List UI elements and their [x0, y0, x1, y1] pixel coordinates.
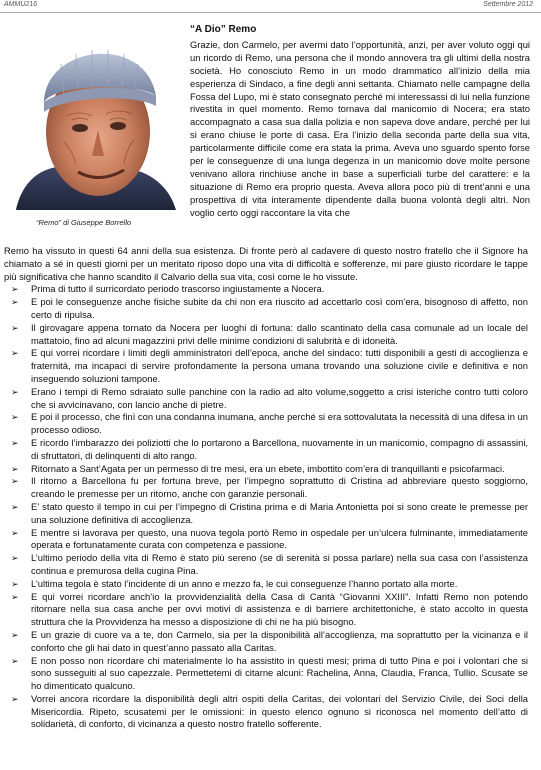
- list-item: ➢ L’ultimo periodo della vita di Remo è stato più sereno (se di serenità si possa parlare) nella sua casa con l’assistenza continua e premurosa della cugina Pina.: [11, 552, 528, 576]
- arrow-bullet-icon: ➢: [11, 693, 19, 704]
- article-intro-column: [190, 24, 530, 220]
- portrait-painting: [6, 24, 176, 210]
- list-item: ➢ Ritornato a Sant’Agata per un permesso di tre mesi, era un ebete, imbottito com’era di tranquillanti e psicofarmaci.: [11, 462, 505, 474]
- arrow-bullet-icon: ➢: [11, 629, 19, 640]
- list-item: ➢ Prima di tutto il surricordato periodo trascorso ingiustamente a Nocera.: [11, 283, 325, 295]
- arrow-bullet-icon: ➢: [11, 655, 19, 666]
- list-item: ➢ E un grazie di cuore va a te, don Carmelo, sia per la disponibilità all’accoglienza, ma soprattutto per la vicinanza e il conforto che gli hai dato in quest’anno passato alla Caritas.: [11, 628, 528, 653]
- list-item: ➢ E qui vorrei ricordare i limiti degli amministratori dell’epoca, anche del sindaco: tutti disponibili a gesti di accoglienza e fraternità, ma incapaci di servire profondamente la persona umana trovando una soluzione civile e definitiva e non inseguendo soluzioni tampone.: [11, 347, 528, 384]
- arrow-bullet-icon: ➢: [11, 463, 19, 474]
- arrow-bullet-icon: ➢: [11, 348, 19, 359]
- list-item: ➢ E poi il processo, che finì con una condanna inumana, anche perché si era sottovalutata la necessità di una difesa in un processo odioso.: [11, 411, 528, 436]
- article-intro-continuation: Remo ha vissuto in questi 64 anni della sua esistenza. Di fronte però al cadavere di questo nostro fratello che il Signore ha chiamato a sé in questi giorni per un meritato riposo dopo una vita di difficoltà e sofferenze, mi pare giusto ricordare le tappe più significativa che hanno scandito il Calvario della sua vita, così come le ho vissute.: [4, 245, 528, 282]
- article-body: [4, 245, 528, 731]
- arrow-bullet-icon: ➢: [11, 591, 19, 602]
- arrow-bullet-icon: ➢: [11, 284, 19, 295]
- page-header: [0, 0, 541, 14]
- list-item: ➢ Il ritorno a Barcellona fu per fortuna breve, per l’impegno soprattutto di Cristina ad abbreviare questo soggiorno, creando le premesse per un ritorno, anche con garanzie personali.: [11, 475, 528, 500]
- article-intro-text: Grazie, don Carmelo, per avermi dato l’opportunità, anzi, per aver voluto oggi qui un ricordo di Remo, una persona che il mondo annovera tra gli ultimi della nostra società. Ho conosciuto Remo in un modo drammatico all’inizio della mia esperienza di Sindaco, a fine degli anni settanta. Chiamato nelle campagne della Fossa del Lupo, mi è stato consegnato perché mi interessassi di lui nella funzione rivestita in quel momento. Remo tornava dal manicomio di Nocera; era stato accompagnato a casa sua dalla polizia e non sapeva dove andare, perché per lui si erano chiuse le porte di casa. Era l’inizio della seconda parte della sua vita, particolarmente difficile come era stata la prima. Aveva uno sguardo spento forse per le conseguenze di una lunga degenza in un manicomio dove molte persone venivano allora rinchiuse anche in base a superficiali turbe del carattere: e la situazione di Remo era proprio questa. Aveva allora poco più di trent’anni e una prospettiva di vita interamente dipendente dalla buona volontà degli altri. Non voglio certo oggi raccontare la vita che: [190, 38, 530, 218]
- list-item: ➢ E mentre si lavorava per questo, una nuova tegola portò Remo in ospedale per un’ulcera fulminante, immediatamente operata e fortunatamente curata con competenza e passione.: [11, 526, 528, 551]
- list-item: ➢ E’ stato questo il tempo in cui per l’impegno di Cristina prima e di Maria Antonietta poi si sono create le premesse per una soluzione definitiva di accoglienza.: [11, 500, 528, 525]
- arrow-bullet-icon: ➢: [11, 322, 19, 333]
- arrow-bullet-icon: ➢: [11, 527, 19, 538]
- list-item: ➢ L’ultima tegola è stato l’incidente di un anno e mezzo fa, le cui conseguenze l’hanno portato alla morte.: [11, 577, 458, 589]
- memories-list: [4, 283, 528, 731]
- list-item: ➢ E poi le conseguenze anche fisiche subite da chi non era riuscito ad accettarlo così com’era, bisognoso di affetto, non certo di ripulsa.: [11, 296, 528, 320]
- arrow-bullet-icon: ➢: [11, 501, 19, 512]
- arrow-bullet-icon: ➢: [11, 386, 19, 397]
- arrow-bullet-icon: ➢: [11, 437, 19, 448]
- list-item: ➢ Il girovagare appena tornato da Nocera per luoghi di fortuna: dallo scantinato della casa comunale ad un locale del mattatoio, fino ad alcuni magazzini privi delle minime condizioni di salubrità e di idoneità.: [11, 321, 528, 346]
- article-title: “A Dio” Remo: [190, 24, 257, 35]
- list-item: ➢ E non posso non ricordare chi materialmente lo ha assistito in questi mesi; prima di tutto Pina e poi i volontari che si sono susseguiti al suo capezzale. Permettetemi di citarne alcuni: Rachelina, Anna, Claudia, Franca, Tullio. Scusate se ho dimenticato qualcuno.: [11, 654, 528, 692]
- list-item: ➢ E ricordo l’imbarazzo dei poliziotti che lo portarono a Barcellona, nuovamente in un manicomio, compagno di assassini, di sfruttatori, di delinquenti di alto rango.: [11, 436, 528, 461]
- arrow-bullet-icon: ➢: [11, 412, 19, 423]
- arrow-bullet-icon: ➢: [11, 476, 19, 487]
- header-divider: [0, 12, 541, 13]
- arrow-bullet-icon: ➢: [11, 553, 19, 564]
- list-item: ➢ Erano i tempi di Remo sdraiato sulle panchine con la radio ad alto volume,soggetto a crisi isteriche contro tutti coloro che si avvicinavano, con lancio anche di pietre.: [11, 385, 528, 410]
- header-date: Settembre 2012: [483, 1, 533, 8]
- list-item: ➢ E qui vorrei ricordare anch’io la provvidenzialità della Casa di Carità “Giovanni XXIII”. Infatti Remo non potendo ritornare nella sua casa anche per ovvi motivi di assistenza e di barriere architettoniche, è stato accolto in questa struttura che la Provvidenza ha messo a disposizione di chi ne ha più bisogno.: [11, 590, 528, 628]
- header-left-label: AMMU216: [4, 1, 38, 8]
- arrow-bullet-icon: ➢: [11, 578, 19, 589]
- list-item: ➢ Vorrei ancora ricordare la disponibilità degli altri ospiti della Caritas, dei volontari del Servizio Civile, dei Soci della Misericordia. Ripeto, scusatemi per le omissioni: in questo elenco ognuno si riconosca nel momento dell’atto di solidarietà, di conforto, di vicinanza a questo nostro fratello sofferente.: [11, 692, 528, 730]
- arrow-bullet-icon: ➢: [11, 297, 19, 308]
- photo-caption: “Remo” di Giuseppe Borrello: [36, 218, 132, 227]
